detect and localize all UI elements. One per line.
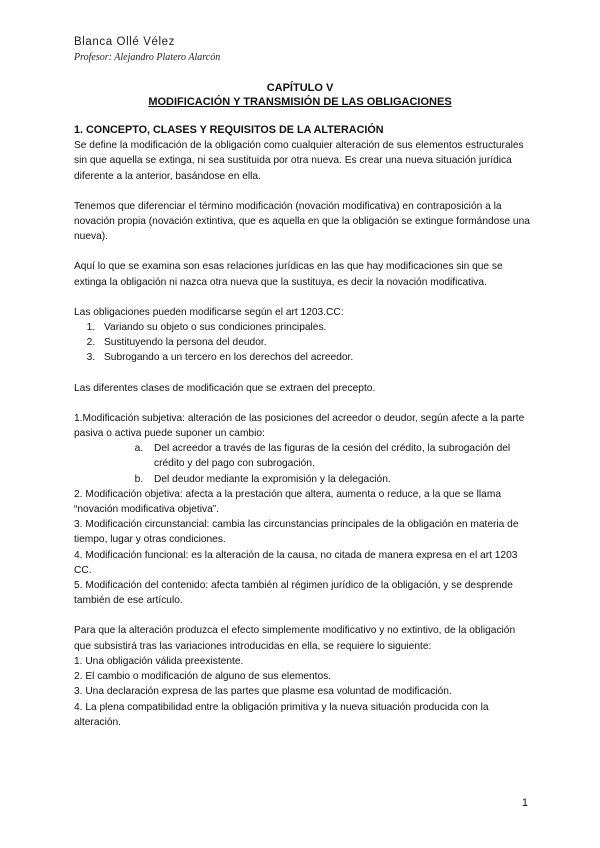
class-circumstantial: 3. Modificación circunstancial: cambia las circunstancias principales de la obligación en materia de tiempo, lugar y otras condiciones. (74, 519, 519, 546)
document-body (74, 123, 532, 730)
paragraph-gap (74, 244, 532, 259)
class-objective: 2. Modificación objetiva: afecta a la prestación que altera, aumenta o reduce, a la que se llama “novación modificativa objetiva”. (74, 488, 501, 516)
paragraph-definition: Se define la modificación de la obligación como cualquier alteración de sus elementos estructurales sin que aquella se extinga, ni sea sustituida por otra nueva. Es crear una nueva situación jurídica diferente a la anterior, basándose en ella. (74, 140, 524, 182)
paragraph-novation: Tenemos que diferenciar el término modificación (novación modificativa) en contraposición a la novación propia (novación extintiva, que es aquella en que la obligación se extingue formándose una nueva). (74, 200, 530, 243)
requirement-item: 3. Una declaración expresa de las partes que plasme esa voluntad de modificación. (74, 686, 452, 698)
list-item: 2. Sustituyendo la persona del deudor. (98, 335, 532, 350)
list-item: b. Del deudor mediante la expromisión y la delegación. (146, 472, 532, 487)
class-subjective: 1.Modificación subjetiva: alteración de las posiciones del acreedor o deudor, según afecte a la parte pasiva o activa puede suponer un cambio: (74, 412, 525, 440)
list-item: 3. Subrogando a un tercero en los derechos del acreedor. (98, 350, 532, 365)
subjective-sublist (74, 441, 532, 487)
paragraph-gap (74, 366, 532, 381)
author-name: Blanca Ollé Vélez (74, 36, 175, 48)
paragraph-examined: Aquí lo que se examina son esas relaciones jurídicas en las que hay modificaciones sin que se extinga la obligación ni nazca otra nueva que la sustituya, es decir la novación modificativa. (74, 261, 503, 288)
requirement-item: 1. Una obligación válida preexistente. (74, 655, 244, 667)
class-content: 5. Modificación del contenido: afecta también al régimen jurídico de la obligación, y se desprende también de ese artículo. (74, 580, 513, 607)
requirement-item: 4. La plena compatibilidad entre la obligación primitiva y la nueva situación producida con la alteración. (74, 701, 489, 728)
paragraph-classes-intro: Las diferentes clases de modificación que se extraen del precepto. (74, 382, 376, 394)
paragraph-gap (74, 608, 532, 623)
paragraph-gap (74, 290, 532, 305)
page-number: 1 (521, 797, 528, 809)
professor-name: Profesor: Alejandro Platero Alarcón (74, 52, 221, 63)
chapter-subtitle: MODIFICACIÓN Y TRANSMISIÓN DE LAS OBLIGACIONES (148, 96, 452, 108)
requirement-item: 2. El cambio o modificación de alguno de sus elementos. (74, 671, 332, 683)
paragraph-gap (74, 396, 532, 411)
list-item: 1. Variando su objeto o sus condiciones principales. (98, 320, 532, 335)
list-item: a. Del acreedor a través de las figuras de la cesión del crédito, la subrogación del crédito y del pago con subrogación. (146, 441, 532, 471)
paragraph-art-1203: Las obligaciones pueden modificarse según el art 1203.CC: (74, 306, 344, 318)
section-heading: 1. CONCEPTO, CLASES Y REQUISITOS DE LA ALTERACIÓN (74, 124, 384, 136)
class-functional: 4. Modificación funcional: es la alteración de la causa, no citada de manera expresa en el art 1203 CC. (74, 549, 518, 576)
paragraph-requirements-intro: Para que la alteración produzca el efecto simplemente modificativo y no extintivo, de la obligación que subsistirá tras las variaciones introducidas en ella, se requiere lo siguiente: (74, 625, 516, 652)
chapter-title: CAPÍTULO V (266, 82, 334, 94)
modification-ways-list (74, 320, 532, 366)
paragraph-gap (74, 184, 532, 199)
